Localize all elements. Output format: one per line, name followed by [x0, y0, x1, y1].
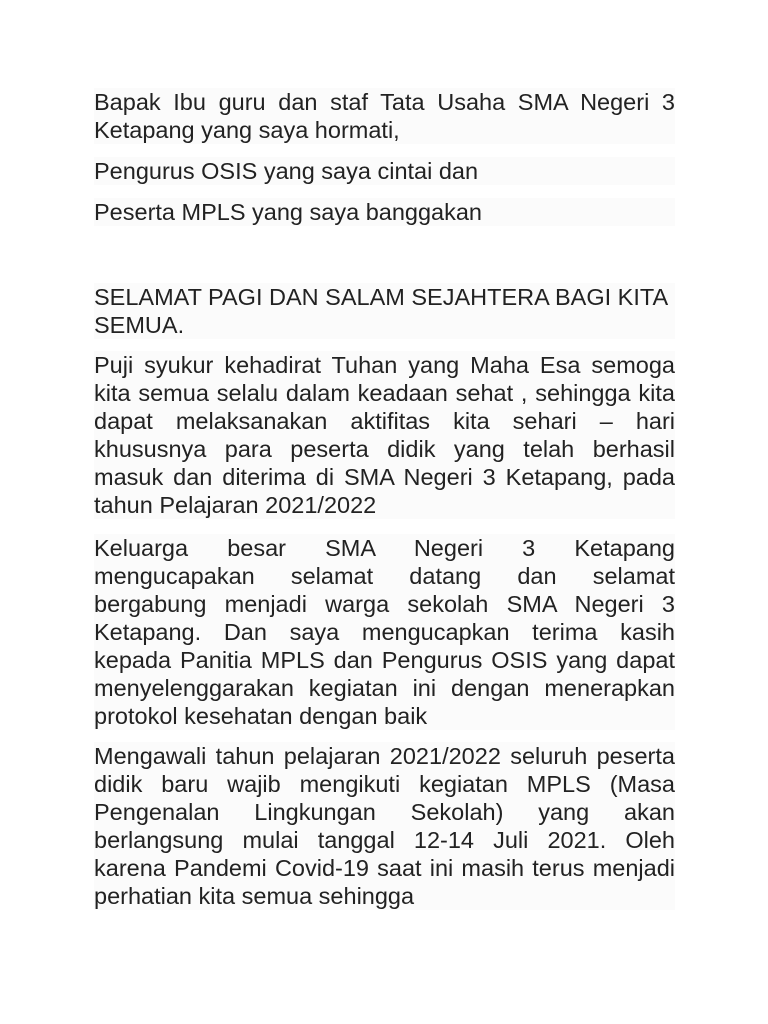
paragraph-mpls: Mengawali tahun pelajaran 2021/2022 seluruh peserta didik baru wajib mengikuti kegiatan MPLS (Masa Pengenalan Lingkungan Sekolah) yang akan berlangsung mulai tanggal 12-14 Juli 2021. Oleh karena Pandemi Covid-19 saat ini masih terus menjadi perhatian kita semua sehingga — [94, 743, 675, 909]
salutation-teachers-staff: Bapak Ibu guru dan staf Tata Usaha SMA Negeri 3 Ketapang yang saya hormati, — [94, 89, 675, 143]
paragraph-welcome: Keluarga besar SMA Negeri 3 Ketapang mengucapakan selamat datang dan selamat bergabung menjadi warga sekolah SMA Negeri 3 Ketapang. Dan saya mengucapkan terima kasih kepada Panitia MPLS dan Pengurus OSIS yang dapat menyelenggarakan kegiatan ini dengan menerapkan protokol kesehatan dengan baik — [94, 535, 675, 729]
salutation-osis: Pengurus OSIS yang saya cintai dan — [94, 157, 675, 185]
greeting-heading: SELAMAT PAGI DAN SALAM SEJAHTERA BAGI KITA SEMUA. — [94, 283, 675, 339]
paragraph-gratitude: Puji syukur kehadirat Tuhan yang Maha Esa semoga kita semua selalu dalam keadaan sehat , sehingga kita dapat melaksanakan aktifitas kita sehari – hari khususnya para peserta didik yang telah berhasil masuk dan diterima di SMA Negeri 3 Ketapang, pada tahun Pelajaran 2021/2022 — [94, 352, 675, 518]
salutation-mpls-participants: Peserta MPLS yang saya banggakan — [94, 198, 675, 226]
